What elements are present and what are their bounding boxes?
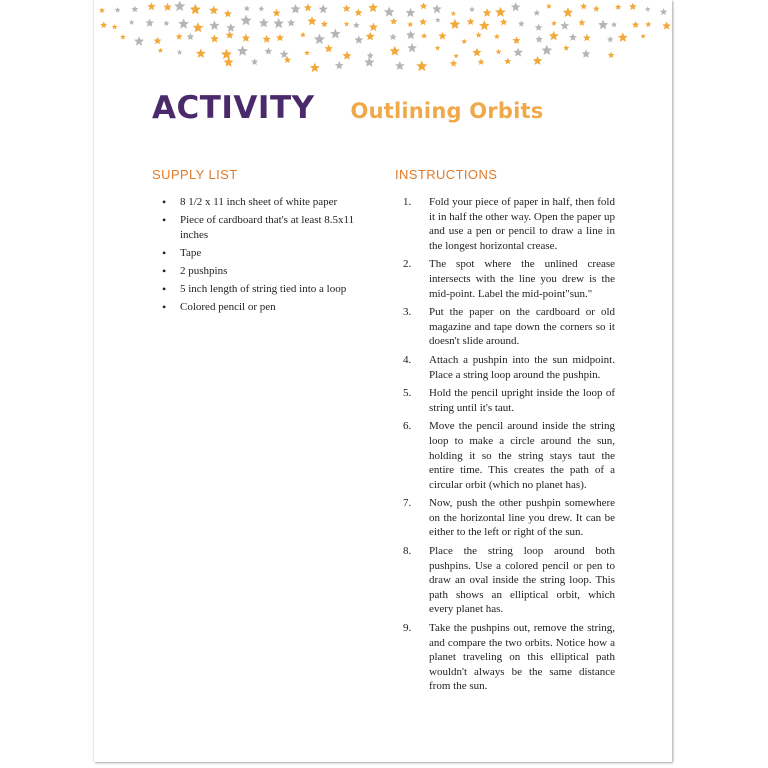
- star-icon: [134, 36, 144, 45]
- star-icon: [190, 4, 201, 15]
- star-icon: [343, 4, 351, 12]
- step-number: 3.: [403, 306, 412, 319]
- star-icon: [518, 20, 525, 26]
- star-icon: [354, 9, 362, 17]
- star-icon: [177, 50, 182, 55]
- star-icon: [535, 35, 543, 42]
- star-icon: [100, 22, 107, 29]
- star-icon: [310, 63, 320, 73]
- supply-item: • Tape: [162, 246, 362, 261]
- star-icon: [611, 22, 617, 28]
- star-icon: [420, 2, 427, 9]
- star-icon: [500, 18, 507, 25]
- star-icon: [369, 23, 378, 32]
- instruction-step: [395, 386, 615, 415]
- instruction-step: [395, 496, 615, 540]
- star-icon: [335, 61, 344, 69]
- star-icon: [342, 51, 351, 60]
- star-icon: [353, 22, 360, 28]
- star-icon: [390, 18, 397, 25]
- star-icon: [483, 8, 492, 16]
- document-page: [94, 0, 672, 762]
- star-icon: [472, 48, 481, 57]
- star-icon: [115, 7, 121, 13]
- star-icon: [416, 60, 427, 71]
- star-icon: [263, 35, 271, 43]
- star-icon: [129, 20, 135, 25]
- star-icon: [300, 32, 306, 38]
- star-icon: [512, 36, 520, 44]
- star-icon: [163, 3, 172, 11]
- supply-item: • 2 pushpins: [162, 264, 362, 279]
- star-icon: [99, 7, 105, 13]
- star-border-decoration: [94, 0, 672, 80]
- star-icon: [598, 20, 608, 30]
- star-icon: [284, 56, 291, 63]
- star-icon: [479, 20, 490, 30]
- star-icon: [265, 47, 273, 54]
- star-icon: [583, 34, 591, 42]
- activity-title: ACTIVITY: [152, 90, 315, 126]
- instruction-step: [395, 353, 615, 382]
- star-icon: [304, 4, 312, 12]
- supply-item: • Piece of cardboard that's at least 8.5x11 inches: [162, 213, 362, 243]
- star-icon: [580, 3, 587, 10]
- star-icon: [304, 50, 310, 56]
- star-icon: [196, 48, 206, 58]
- star-icon: [535, 24, 543, 31]
- star-icon: [224, 57, 234, 67]
- activity-subtitle: Outlining Orbits: [350, 99, 544, 123]
- star-icon: [560, 21, 569, 30]
- step-text: Place the string loop around both pushpins. Use a colored pencil or pen to draw an oval inside the string loop. This path shows an elliptical orbit, which every planet has.: [429, 545, 615, 616]
- star-icon: [176, 33, 183, 40]
- instruction-step: [395, 544, 615, 617]
- star-icon: [307, 16, 316, 25]
- star-icon: [476, 32, 482, 38]
- star-icon: [193, 22, 204, 32]
- star-icon: [549, 31, 559, 41]
- star-icon: [319, 4, 328, 13]
- star-icon: [660, 8, 667, 15]
- star-icon: [131, 6, 138, 13]
- star-icon: [645, 7, 650, 12]
- star-icon: [273, 9, 281, 17]
- star-icon: [618, 32, 628, 42]
- step-number: 8.: [403, 545, 412, 558]
- star-icon: [406, 30, 416, 39]
- star-icon: [608, 52, 615, 58]
- star-icon: [467, 18, 475, 25]
- star-icon: [569, 33, 577, 41]
- instruction-step: [395, 195, 615, 253]
- star-icon: [563, 45, 569, 51]
- star-icon: [407, 43, 417, 52]
- star-icon: [435, 17, 441, 22]
- star-icon: [450, 60, 458, 67]
- star-icon: [367, 52, 374, 59]
- star-icon: [645, 21, 651, 27]
- star-icon: [551, 20, 557, 26]
- star-icon: [244, 5, 250, 11]
- supply-item: • 8 1/2 x 11 inch sheet of white paper: [162, 195, 362, 210]
- star-icon: [419, 18, 427, 25]
- step-text: Move the pencil around inside the string loop to make a circle around the sun, holding it so the string stays taut the entire time. This creates the path of a circular orbit (which no planet has).: [429, 420, 615, 491]
- star-icon: [593, 5, 600, 11]
- step-text: The spot where the unlined crease intersects with the line you drew is the mid-point. Label the mid-point"sun.": [429, 258, 615, 300]
- star-icon: [330, 29, 341, 39]
- star-icon: [210, 34, 219, 42]
- star-icon: [259, 6, 265, 12]
- star-icon: [178, 18, 189, 28]
- star-icon: [607, 36, 614, 42]
- star-icon: [478, 58, 485, 65]
- star-icon: [147, 2, 155, 10]
- star-icon: [432, 4, 442, 13]
- star-icon: [364, 57, 374, 67]
- instructions-heading: INSTRUCTIONS: [395, 167, 498, 182]
- star-icon: [324, 44, 333, 52]
- star-icon: [495, 7, 506, 17]
- star-icon: [390, 33, 397, 40]
- star-icon: [154, 37, 162, 45]
- step-number: 5.: [403, 387, 412, 400]
- step-number: 2.: [403, 258, 412, 271]
- supply-item: • 5 inch length of string tied into a loop: [162, 282, 362, 297]
- step-number: 7.: [403, 497, 412, 510]
- star-icon: [242, 34, 251, 42]
- star-icon: [453, 53, 458, 58]
- instruction-step: [395, 419, 615, 492]
- star-icon: [563, 7, 574, 17]
- star-icon: [187, 33, 194, 40]
- supply-list: [162, 195, 362, 318]
- star-icon: [407, 22, 413, 28]
- star-icon: [461, 39, 467, 45]
- star-icon: [662, 22, 671, 30]
- star-icon: [533, 9, 540, 15]
- star-icon: [469, 6, 475, 12]
- star-icon: [615, 4, 621, 10]
- step-text: Hold the pencil upright inside the loop of string until it's taut.: [429, 387, 615, 414]
- star-icon: [145, 19, 154, 27]
- supply-list-heading: SUPPLY LIST: [152, 167, 238, 182]
- star-icon: [344, 21, 350, 26]
- star-icon: [287, 19, 295, 27]
- title-row: [152, 90, 543, 126]
- star-icon: [542, 45, 553, 55]
- star-icon: [632, 21, 639, 28]
- step-text: Attach a pushpin into the sun midpoint. Place a string loop around the pushpin.: [429, 353, 615, 381]
- instructions-list: [395, 195, 615, 698]
- star-icon: [582, 49, 591, 57]
- star-icon: [259, 18, 269, 27]
- star-icon: [321, 20, 328, 27]
- star-icon: [533, 56, 543, 65]
- star-icon: [504, 58, 511, 65]
- star-icon: [435, 45, 441, 50]
- star-icon: [629, 3, 637, 10]
- star-icon: [158, 48, 164, 53]
- step-number: 9.: [403, 622, 412, 635]
- star-icon: [421, 33, 427, 39]
- step-text: Now, push the other pushpin somewhere on the horizontal line you drew. It can be either to the left or right of the sun.: [429, 497, 615, 539]
- star-icon: [314, 34, 325, 45]
- star-icon: [291, 4, 301, 13]
- star-icon: [273, 18, 284, 28]
- step-number: 1.: [403, 196, 412, 208]
- star-icon: [276, 34, 284, 42]
- instruction-step: [395, 257, 615, 301]
- star-icon: [163, 20, 169, 26]
- star-icon: [494, 34, 500, 40]
- star-icon: [368, 3, 378, 12]
- star-icon: [496, 49, 502, 55]
- star-icon: [451, 11, 456, 16]
- star-icon: [251, 58, 258, 65]
- star-icon: [546, 3, 552, 9]
- star-icon: [390, 46, 401, 56]
- star-icon: [209, 20, 219, 30]
- star-icon: [226, 31, 234, 39]
- star-icon: [112, 24, 118, 30]
- star-icon: [406, 8, 416, 17]
- star-icon: [354, 35, 363, 43]
- star-icon: [641, 34, 646, 39]
- star-icon: [513, 48, 523, 57]
- star-icon: [384, 7, 395, 17]
- star-icon: [226, 23, 235, 32]
- step-number: 4.: [403, 353, 412, 366]
- star-icon: [366, 32, 375, 41]
- star-icon: [511, 2, 521, 11]
- step-number: 6.: [403, 420, 412, 433]
- instruction-step: [395, 621, 615, 694]
- supply-item: • Colored pencil or pen: [162, 300, 362, 315]
- step-text: Put the paper on the cardboard or old magazine and tape down the corners so it doesn't slide around.: [429, 306, 615, 348]
- instruction-step: [395, 305, 615, 349]
- star-icon: [237, 45, 248, 55]
- star-icon: [450, 19, 461, 29]
- star-icon: [221, 49, 232, 60]
- step-text: Take the pushpins out, remove the string, and compare the two orbits. Notice how a planet traveling on this elliptical path wouldn't always be the same distance from the sun.: [429, 622, 615, 693]
- star-icon: [240, 15, 251, 26]
- star-icon: [578, 19, 585, 26]
- step-text: Fold your piece of paper in half, then fold it in half the other way. Open the paper up and use a pen or pencil to draw a line in the longest horizontal crease.: [429, 196, 615, 252]
- star-icon: [438, 32, 446, 40]
- star-icon: [224, 10, 232, 18]
- star-icon: [174, 1, 185, 12]
- star-icon: [395, 61, 405, 70]
- star-icon: [120, 34, 126, 40]
- star-icon: [209, 6, 218, 15]
